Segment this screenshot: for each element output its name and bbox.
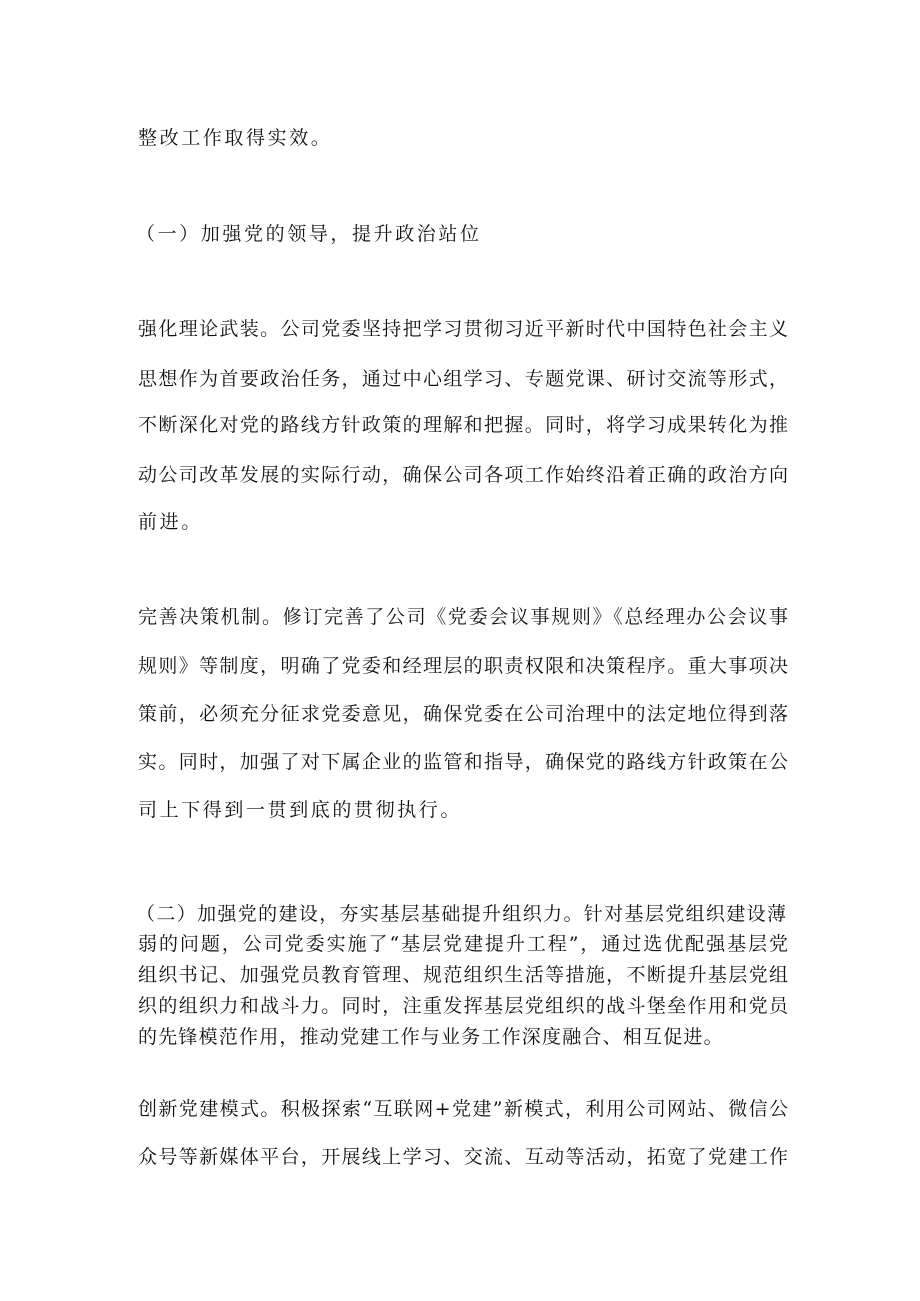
paragraph-line: 强化理论武装。公司党委坚持把学习贯彻习近平新时代中国特色社会主义 <box>138 318 788 340</box>
paragraph-line: 规则》等制度，明确了党委和经理层的职责权限和决策程序。重大事项决 <box>138 655 788 677</box>
paragraph-line: 思想作为首要政治任务，通过中心组学习、专题党课、研讨交流等形式， <box>138 368 788 390</box>
paragraph-line: 组织书记、加强党员教育管理、规范组织生活等措施，不断提升基层党组 <box>138 964 788 986</box>
paragraph-line: 整改工作取得实效。 <box>138 127 333 149</box>
paragraph-line: 创新党建模式。积极探索“互联网+党建”新模式，利用公司网站、微信公 <box>138 1098 788 1120</box>
paragraph-line: 弱的问题，公司党委实施了“基层党建提升工程”，通过选优配强基层党 <box>138 933 788 955</box>
paragraph-line: 不断深化对党的路线方针政策的理解和把握。同时，将学习成果转化为推 <box>138 414 788 436</box>
paragraph-line: 的先锋模范作用，推动党建工作与业务工作深度融合、相互促进。 <box>138 1026 724 1048</box>
paragraph-line: 司上下得到一贯到底的贯彻执行。 <box>138 799 463 821</box>
paragraph-line: 完善决策机制。修订完善了公司《党委会议事规则》《总经理办公会议事 <box>138 606 788 628</box>
paragraph-line: 织的组织力和战斗力。同时，注重发挥基层党组织的战斗堡垒作用和党员 <box>138 995 788 1017</box>
paragraph-line: 前进。 <box>138 511 203 533</box>
paragraph-line: 策前，必须充分征求党委意见，确保党委在公司治理中的法定地位得到落 <box>138 703 788 725</box>
section-heading: （一）加强党的领导，提升政治站位 <box>136 223 482 245</box>
paragraph-line: 实。同时，加强了对下属企业的监管和指导，确保党的路线方针政策在公 <box>138 751 788 773</box>
paragraph-line: 众号等新媒体平台，开展线上学习、交流、互动等活动，拓宽了党建工作 <box>138 1146 788 1168</box>
paragraph-line: 动公司改革发展的实际行动，确保公司各项工作始终沿着正确的政治方向 <box>138 464 788 486</box>
paragraph-line: （二）加强党的建设，夯实基层基础提升组织力。针对基层党组织建设薄 <box>136 903 786 925</box>
